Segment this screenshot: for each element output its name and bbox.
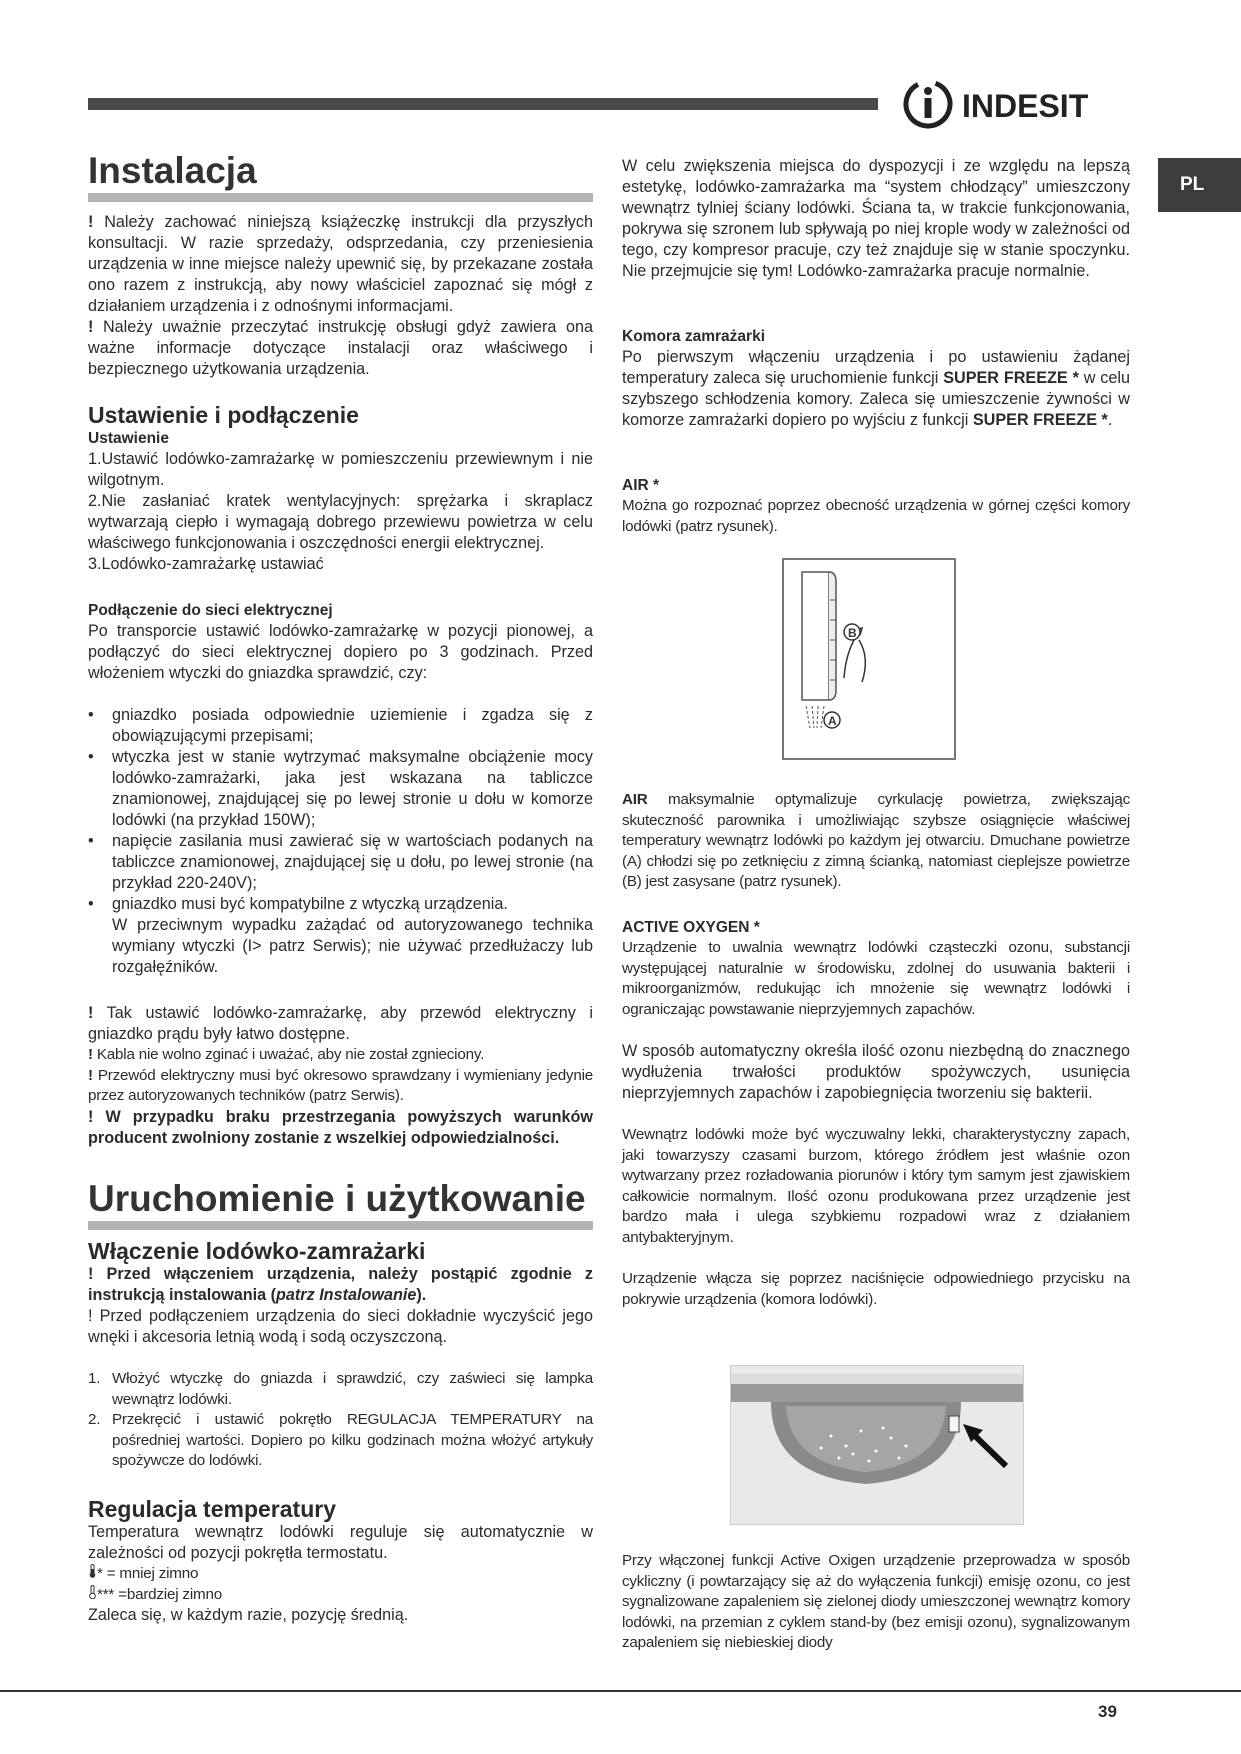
list-item: • wtyczka jest w stanie wytrzymać maksymalne obciążenie mocy lodówko-zamrażarki, jaka jest wskazana na tabliczce znamionowej, znajdującej się po lewej stronie u dołu w komorze lodówki (na przykład 150W); <box>88 747 593 831</box>
air-heading: AIR * <box>622 477 660 494</box>
electric-checklist <box>88 705 593 978</box>
freezer-section <box>622 326 1130 431</box>
cooling-section <box>622 156 1130 282</box>
air-section <box>622 475 1130 537</box>
thermometer-low-icon <box>88 1565 97 1582</box>
electric-intro: Po transporcie ustawić lodówko-zamrażarkę w pozycji pionowej, a podłączyć do sieci elektrycznej dopiero po 3 godzinach. Przed włożeniem wtyczki do gniazdka sprawdzić, czy: <box>88 622 593 682</box>
electric-section <box>88 600 593 978</box>
indesit-logo <box>900 76 1130 132</box>
page-number: 39 <box>1098 1702 1117 1721</box>
air-text: AIR maksymalnie optymalizuje cyrkulację powietrza, zwiększając skuteczność parownika i umożliwiając szybsze osiągnięcie właściwej temperatury wewnątrz lodówki po każdym jej otwarciu. Dmuchane powietrze (A) chłodzi się po zetknięciu z zimną ścianką, natomiast cieplejsze powietrze (B) jest zasysane (patrz rysunek). <box>622 791 1130 890</box>
warning-line: ! Przewód elektryczny musi być okresowo sprawdzany i wymieniany jedynie przez autoryzowanych techników (patrz Serwis). <box>88 1066 593 1104</box>
list-item: • napięcie zasilania musi zawierać się w wartościach podanych na tabliczce znamionowej, znajdującej się u dołu, po lewej stronie (na przykład 220-240V); <box>88 831 593 894</box>
label-b: B <box>848 626 857 640</box>
footer-rule <box>0 1690 1241 1692</box>
warning-line: ! Tak ustawić lodówko-zamrażarkę, aby przewód elektryczny i gniazdko prądu były łatwo dostępne. <box>88 1004 593 1043</box>
oxygen-paragraph: Wewnątrz lodówki może być wyczuwalny lekki, charakterystyczny zapach, jaki towarzyszy czasami burzom, którego źródłem jest właśnie ozon wytwarzany przez rozładowania piorunów i który tym samym jest zjawiskiem całkowicie normalnym. Ilość ozonu produkowana przez urządzenie jest bardzo mała i ulega szybkiemu rozpadowi wraz z działaniem antybakteryjnym. <box>622 1126 1130 1246</box>
cooling-text: W celu zwiększenia miejsca do dyspozycji i ze względu na lepszą estetykę, lodówko-zamrażarka ma “system chłodzący” umieszczony wewnątrz tylniej ściany lodówki. Ściana ta, w trakcie funkcjonowania, pokrywa się szronem lub spływają po niej krople wody w zależności od tego, czy kompresor pracuje, czy też znajduje się w stanie spoczynku. Nie przejmujcie się tym! Lodówko-zamrażarka pracuje normalnie. <box>622 157 1130 280</box>
placement-step: 3.Lodówko-zamrażarkę ustawiać <box>88 555 324 573</box>
list-item: 1. Włożyć wtyczkę do gniazda i sprawdzić, czy zaświeci się lampka wewnątrz lodówki. <box>88 1370 593 1408</box>
placement-subheading: Ustawienie <box>88 430 169 447</box>
switch-on-warning: ! Przed włączeniem urządzenia, należy postąpić zgodnie z instrukcją instalowania (patrz Instalowanie). <box>88 1265 593 1304</box>
air-intro: Można go rozpoznać poprzez obecność urządzenia w górnej części komory lodówki (patrz rysunek). <box>622 497 1130 535</box>
language-tab: PL <box>1158 158 1241 212</box>
brand-name: INDESIT <box>962 88 1089 124</box>
label-a: A <box>828 714 837 728</box>
airflow-arrow-a <box>806 706 824 728</box>
warning-line: ! Kabla nie wolno zginać i uważać, aby nie został zgnieciony. <box>88 1046 485 1063</box>
intro-block <box>88 212 593 380</box>
temperature-less-cold: * = mniej zimno <box>88 1564 593 1585</box>
air-figure <box>782 558 956 760</box>
placement-step: 1.Ustawić lodówko-zamrażarkę w pomieszczeniu przewiewnym i nie wilgotnym. <box>88 450 593 489</box>
oxygen-paragraph: Urządzenie włącza się poprzez naciśnięcie odpowiedniego przycisku na pokrywie urządzenia (komora lodówki). <box>622 1270 1130 1308</box>
intro-paragraph: ! Należy uważnie przeczytać instrukcję obsługi gdyż zawiera ona ważne informacje dotyczące instalacji oraz właściwego i bezpiecznego użytkowania urządzenia. <box>88 318 593 378</box>
switch-on-text: ! Przed podłączeniem urządzenia do sieci dokładnie wyczyścić jego wnęki i akcesoria letnią wodą i sodą oczyszczoną. <box>88 1307 593 1346</box>
oxygen-paragraph: Przy włączonej funkcji Active Oxigen urządzenie przeprowadza w sposób cykliczny (i powtarzający się aż do wyłączenia funkcji) emisję ozonu, co jest sygnalizowane zapaleniem się zielonej diody umieszczonej wewnątrz komory lodówki, na przemian z cyklem stand-by (bez emisji ozonu), sygnalizowanym zapaleniem się niebieskiej diody <box>622 1552 1130 1651</box>
switch-on-section <box>88 1238 593 1472</box>
warnings-block <box>88 1003 593 1149</box>
title-startup: Uruchomienie i użytkowanie <box>88 1178 593 1230</box>
temperature-more-cold: *** =bardziej zimno <box>88 1585 593 1606</box>
active-oxygen-photo <box>730 1365 1024 1525</box>
placement-section <box>88 402 593 575</box>
intro-paragraph: ! Należy zachować niniejszą książeczkę instrukcji dla przyszłych konsultacji. W razie sprzedaży, odsprzedania, czy przeniesienia urządzenia w inne miejsce należy upewnić się, by przekazane została ono razem z instrukcją, aby nowy właściciel zapoznać się mógł z działaniem urządzenia i z odnośnymi informacjami. <box>88 213 593 315</box>
placement-step: 2.Nie zasłaniać kratek wentylacyjnych: sprężarka i skraplacz wytwarzają ciepło i wymagają dobrego przewiewu powietrza w celu właściwego funkcjonowania i oszczędności energii elektrycznej. <box>88 492 593 552</box>
header-rule <box>88 98 878 110</box>
title-installation: Instalacja <box>88 150 593 202</box>
air-description <box>622 790 1130 893</box>
placement-heading: Ustawienie i podłączenie <box>88 402 359 428</box>
temperature-text: Temperatura wewnątrz lodówki reguluje się automatycznie w zależności od pozycji pokrętła termostatu. <box>88 1523 593 1562</box>
oxygen-paragraph: W sposób automatyczny określa ilość ozonu niezbędną do znacznego wydłużenia trwałości produktów spożywczych, usunięcia nieprzyjemnych zapachów i zapobiegnięcia tworzeniu się bakterii. <box>622 1042 1130 1102</box>
list-item-continuation: W przeciwnym wypadku zażądać od autoryzowanego technika wymiany wtyczki (I> patrz Serwis); nie używać przedłużaczy lub rozgałęźników. <box>112 916 593 976</box>
thermometer-high-icon <box>88 1586 97 1603</box>
list-item: 2. Przekręcić i ustawić pokrętło REGULACJA TEMPERATURY na pośredniej wartości. Dopiero po kilku godzinach można włożyć artykuły spożywcze do lodówki. <box>88 1411 593 1469</box>
oxygen-cycle-section <box>622 1551 1130 1654</box>
temperature-advice: Zaleca się, w każdym razie, pozycję średnią. <box>88 1606 409 1624</box>
warning-line: ! W przypadku braku przestrzegania powyższych warunków producent zwolniony zostanie z wszelkiej odpowiedzialności. <box>88 1107 593 1147</box>
freezer-heading: Komora zamrażarki <box>622 328 766 345</box>
temperature-section <box>88 1496 593 1626</box>
oxygen-heading: ACTIVE OXYGEN * <box>622 919 760 936</box>
switch-on-heading: Włączenie lodówko-zamrażarki <box>88 1238 426 1264</box>
switch-on-steps <box>88 1369 593 1472</box>
freezer-text: Po pierwszym włączeniu urządzenia i po ustawieniu żądanej temperatury zaleca się uruchomienie funkcji SUPER FREEZE * w celu szybszego schłodzenia komory. Zaleca się umieszczenie żywności w komorze zamrażarki dopiero po wyjściu z funkcji SUPER FREEZE *. <box>622 348 1130 429</box>
oxygen-paragraph: Urządzenie to uwalnia wewnątrz lodówki cząsteczki ozonu, substancji występującej naturalnie w środowisku, zdolnej do usuwania bakterii i mikroorganizmów, redukując ich mnożenie się wewnątrz lodówki i ograniczając powstawanie nieprzyjemnych zapachów. <box>622 939 1130 1018</box>
oxygen-section <box>622 917 1130 1310</box>
list-item: • gniazdko musi być kompatybilne z wtyczką urządzenia. <box>88 894 593 915</box>
list-item: • gniazdko posiada odpowiednie uziemienie i zgadza się z obowiązującymi przepisami; <box>88 705 593 747</box>
temperature-heading: Regulacja temperatury <box>88 1496 336 1522</box>
electric-heading: Podłączenie do sieci elektrycznej <box>88 602 333 619</box>
